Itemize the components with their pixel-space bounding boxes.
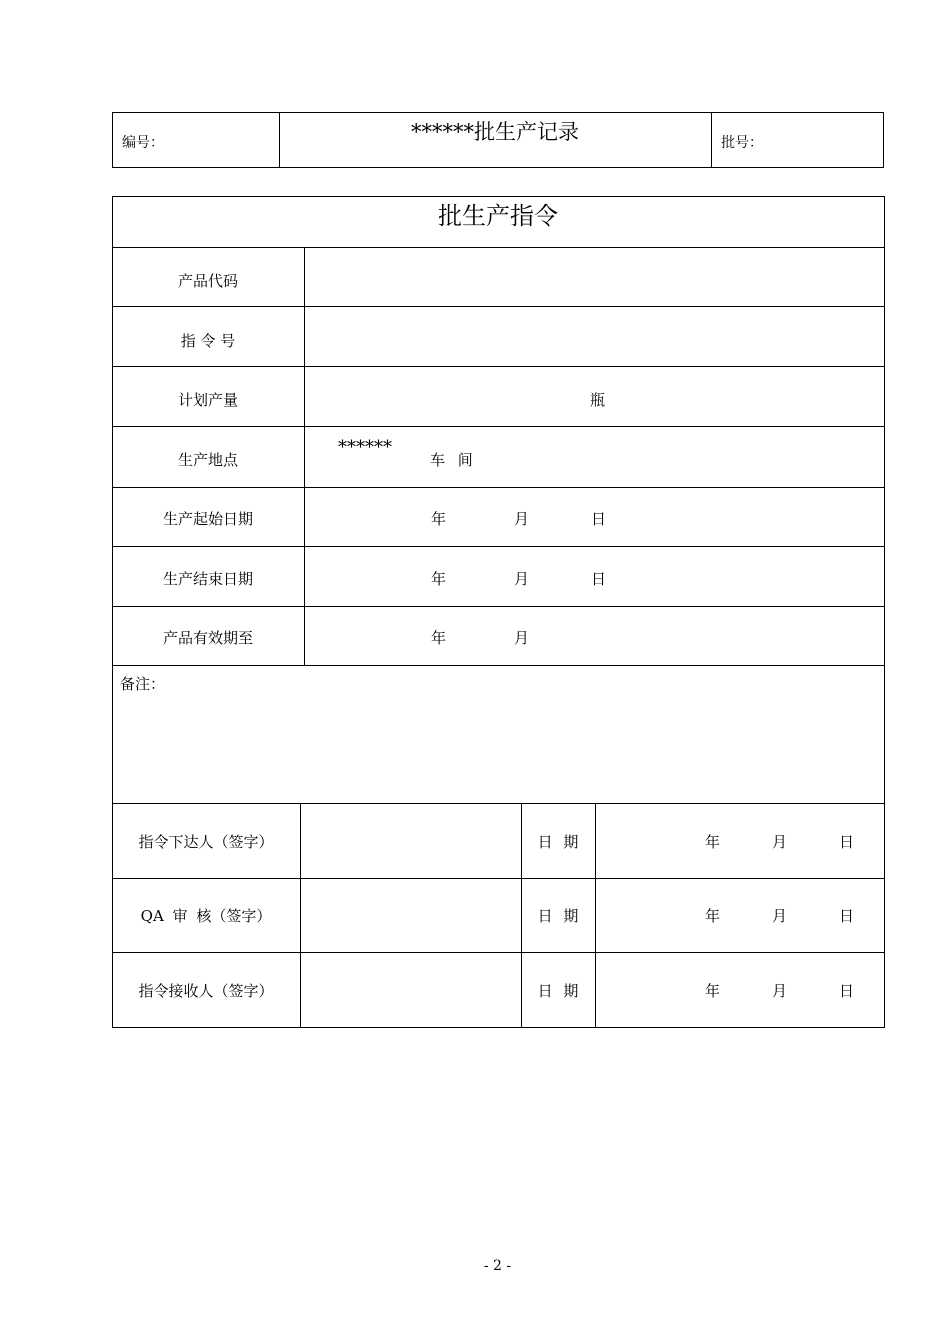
qa-year: 年 [705, 907, 721, 925]
expiry-year: 年 [431, 629, 447, 647]
expiry-month: 月 [514, 629, 530, 647]
site-placeholder: ****** [338, 437, 392, 458]
form-title: 批生产指令 [438, 202, 558, 230]
label-planned-output: 计划产量 [177, 391, 238, 409]
receiver-year: 年 [705, 982, 721, 1000]
end-month: 月 [514, 570, 530, 588]
site-unit: 车 间 [430, 451, 473, 469]
receiver-day: 日 [839, 982, 855, 1000]
qa-day: 日 [839, 907, 855, 925]
page-number: - 2 - [483, 1258, 512, 1274]
end-day: 日 [591, 570, 607, 588]
end-year: 年 [431, 570, 447, 588]
record-title: ******批生产记录 [411, 120, 579, 144]
label-end-date: 生产结束日期 [162, 570, 253, 588]
start-month: 月 [514, 510, 530, 528]
receiver-month: 月 [772, 982, 788, 1000]
label-expiry: 产品有效期至 [162, 629, 253, 647]
receiver-date-label: 日 期 [537, 982, 579, 1000]
receiver-label: 指令接收人（签字） [138, 982, 274, 1000]
issuer-year: 年 [705, 833, 721, 851]
label-product-code: 产品代码 [177, 272, 238, 290]
qa-month: 月 [772, 907, 788, 925]
batch-label: 批号： [721, 135, 763, 151]
issuer-day: 日 [839, 833, 855, 851]
start-year: 年 [431, 510, 447, 528]
label-start-date: 生产起始日期 [162, 510, 253, 528]
remarks-label: 备注： [120, 675, 166, 693]
qa-date-label: 日 期 [537, 907, 579, 925]
issuer-label: 指令下达人（签字） [138, 833, 274, 851]
qa-label: QA 审 核（签字） [140, 907, 272, 925]
start-day: 日 [591, 510, 607, 528]
label-production-site: 生产地点 [177, 451, 238, 469]
issuer-date-label: 日 期 [537, 833, 579, 851]
output-unit: 瓶 [590, 391, 606, 409]
label-order-number: 指 令 号 [180, 332, 236, 350]
code-label: 编号： [122, 135, 164, 151]
issuer-month: 月 [772, 833, 788, 851]
